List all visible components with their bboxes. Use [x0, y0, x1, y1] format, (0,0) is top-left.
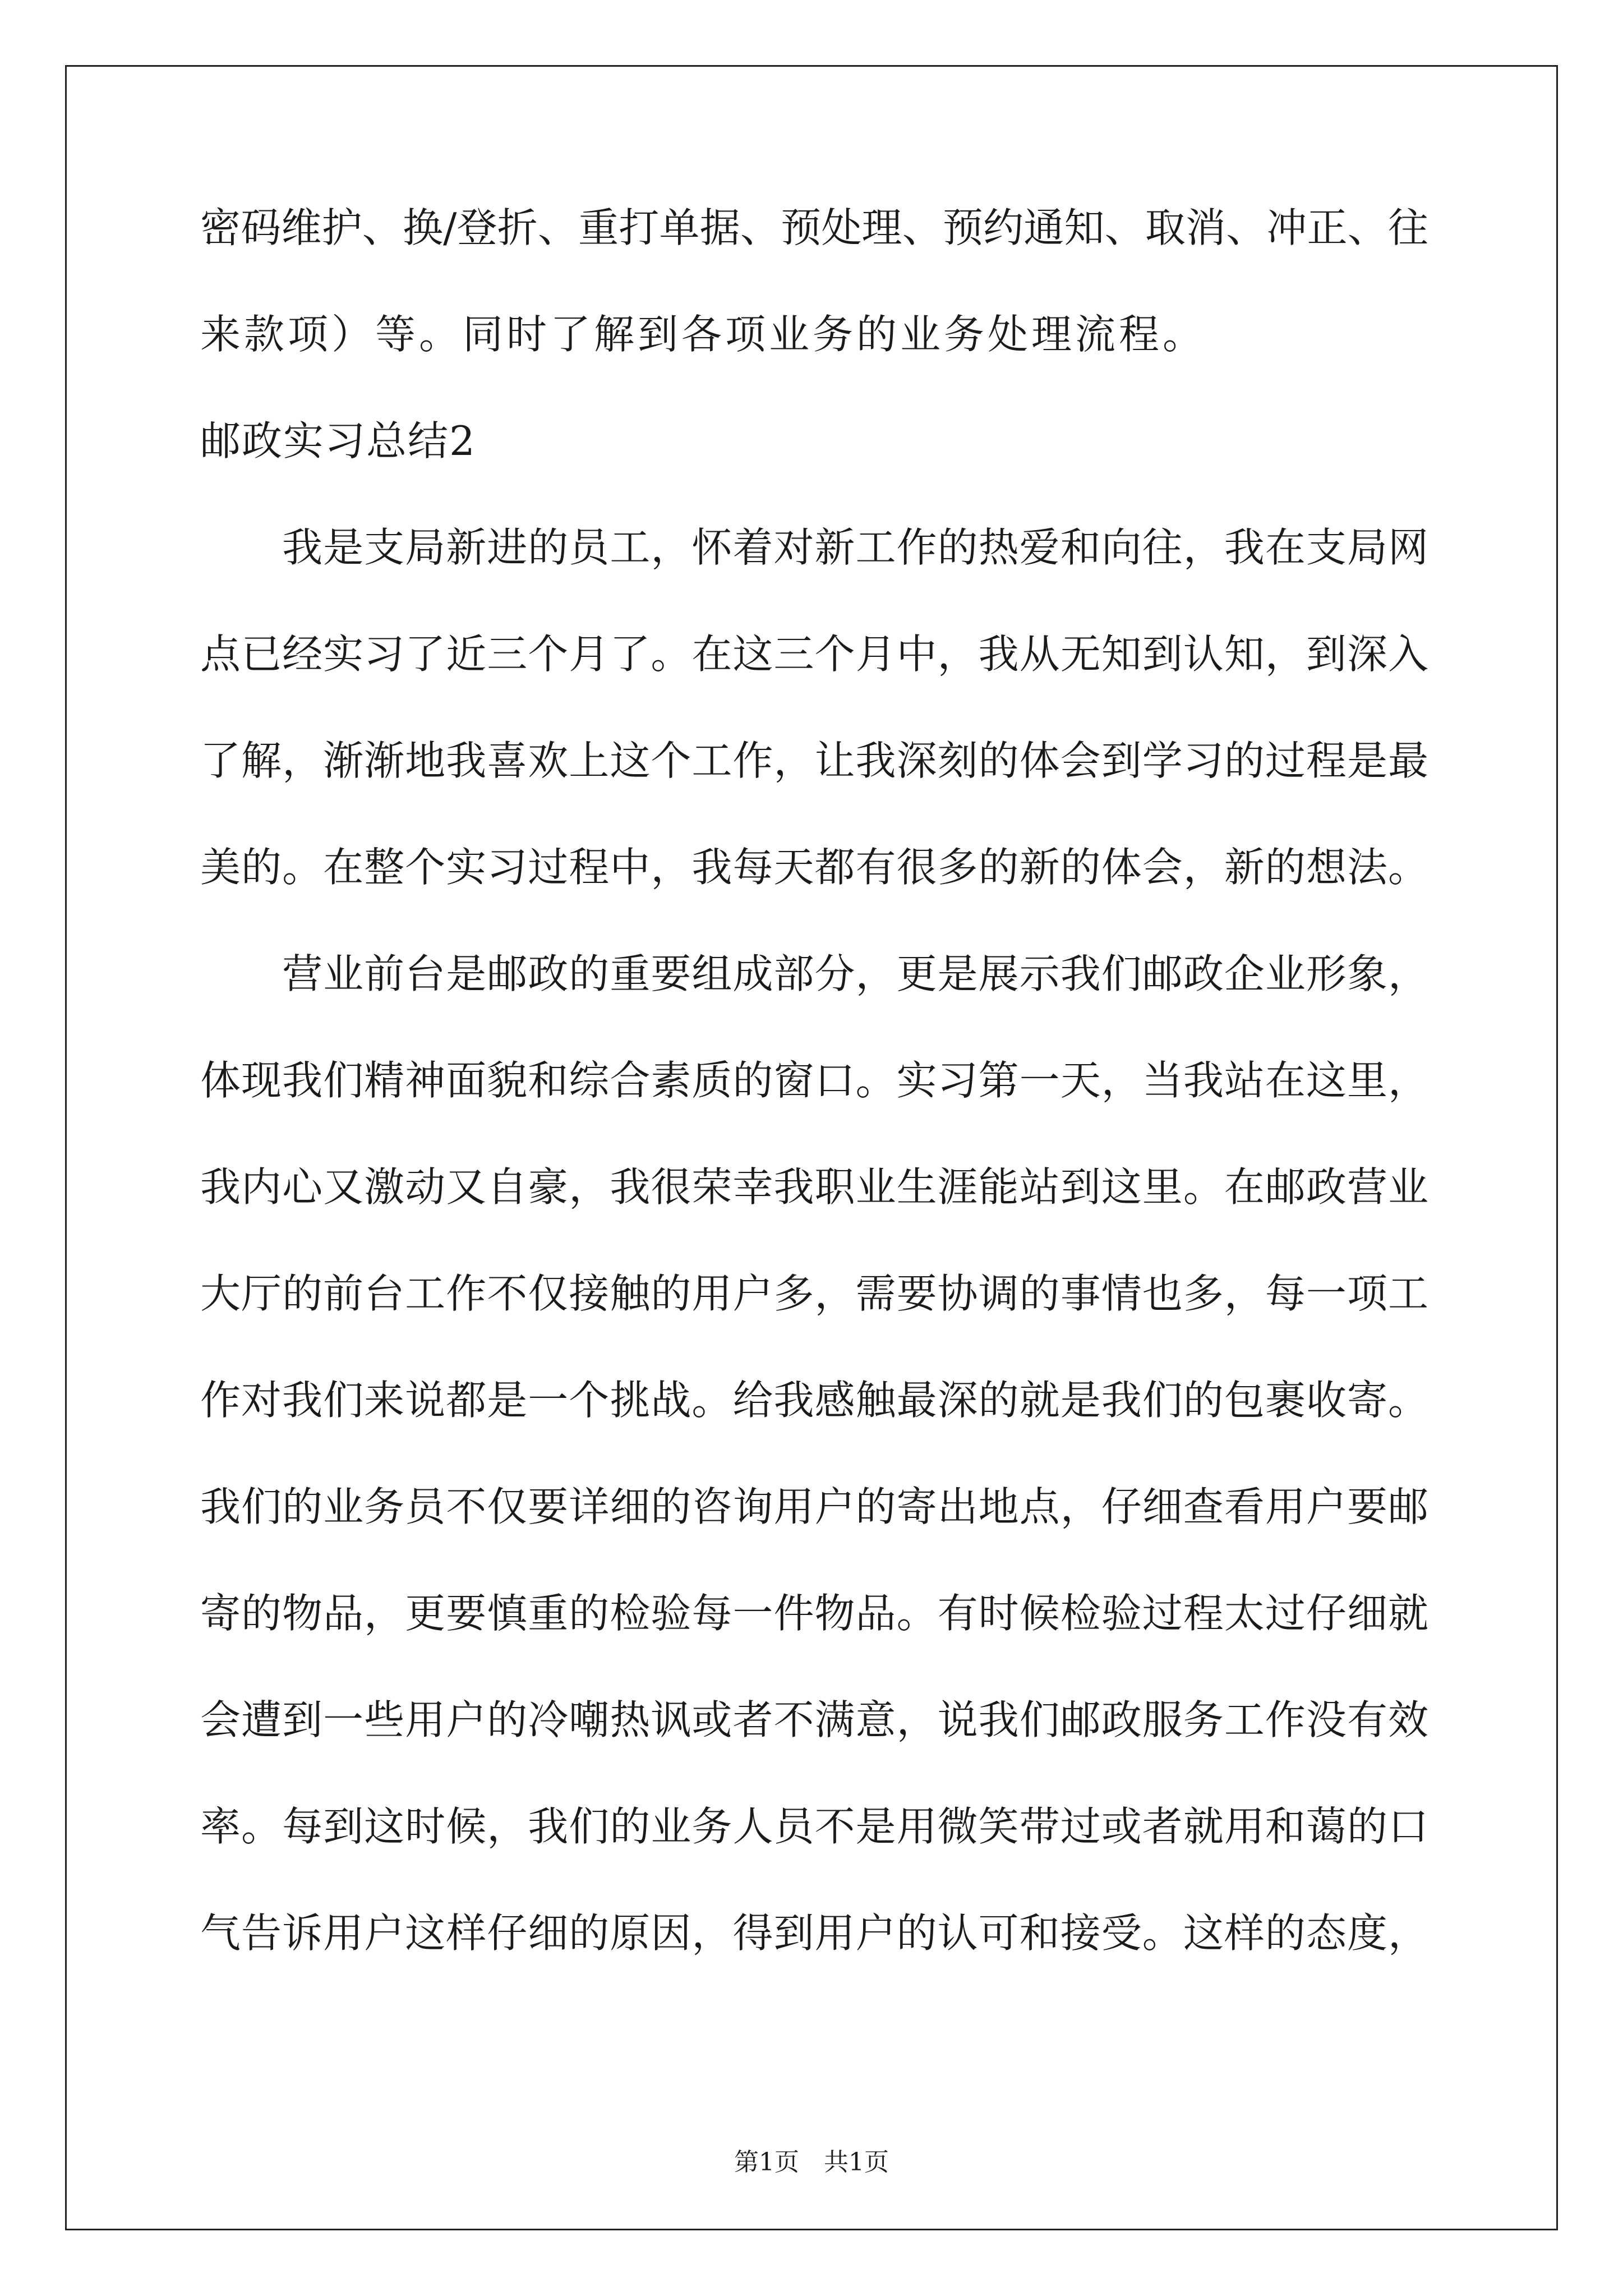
- text-line: 我是支局新进的员工，怀着对新工作的热爱和向往，我在支局网: [200, 524, 1428, 571]
- text-line: 作对我们来说都是一个挑战。给我感触最深的就是我们的包裹收寄。: [200, 1377, 1428, 1424]
- text-line: 密码维护、换/登折、重打单据、预处理、预约通知、取消、冲正、往: [200, 204, 1428, 251]
- text-line: 了解，渐渐地我喜欢上这个工作，让我深刻的体会到学习的过程是最: [200, 737, 1428, 784]
- text-line: 美的。在整个实习过程中，我每天都有很多的新的体会，新的想法。: [200, 844, 1428, 891]
- text-line: 我们的业务员不仅要详细的咨询用户的寄出地点，仔细查看用户要邮: [200, 1483, 1428, 1530]
- document-body: [200, 204, 1428, 2019]
- text-line: 我内心又激动又自豪，我很荣幸我职业生涯能站到这里。在邮政营业: [200, 1163, 1428, 1211]
- text-line: 会遭到一些用户的冷嘲热讽或者不满意，说我们邮政服务工作没有效: [200, 1696, 1428, 1743]
- text-line: 气告诉用户这样仔细的原因，得到用户的认可和接受。这样的态度，: [200, 1910, 1428, 1957]
- text-line: 寄的物品，更要慎重的检验每一件物品。有时候检验过程太过仔细就: [200, 1590, 1428, 1637]
- text-line: 率。每到这时候，我们的业务人员不是用微笑带过或者就用和蔼的口: [200, 1803, 1428, 1850]
- text-line: 营业前台是邮政的重要组成部分，更是展示我们邮政企业形象，: [200, 950, 1428, 997]
- text-line: 大厅的前台工作不仅接触的用户多，需要协调的事情也多，每一项工: [200, 1270, 1428, 1317]
- section-heading: 邮政实习总结2: [200, 417, 476, 464]
- text-line: 体现我们精神面貌和综合素质的窗口。实习第一天，当我站在这里，: [200, 1057, 1428, 1104]
- text-line: 来款项）等。同时了解到各项业务的业务处理流程。: [200, 311, 1207, 358]
- page-number-footer: 第1页 共1页: [734, 2148, 889, 2177]
- text-line: 点已经实习了近三个月了。在这三个月中，我从无知到认知，到深入: [200, 631, 1428, 678]
